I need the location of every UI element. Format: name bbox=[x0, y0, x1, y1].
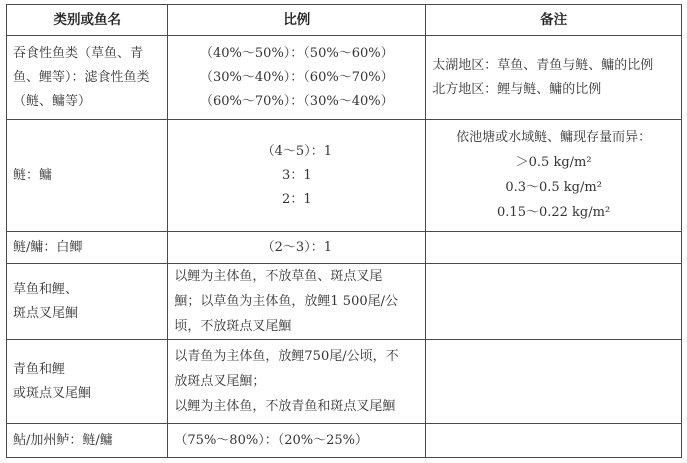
category-line: 斑点叉尾鮰 bbox=[13, 305, 79, 321]
ratio-line: （60%～70%）：（30%～40%） bbox=[200, 93, 394, 109]
cell-category bbox=[7, 232, 168, 264]
ratio-line: 2：1 bbox=[282, 191, 312, 207]
category-line: 草鱼和鲤、 bbox=[13, 281, 79, 297]
note-line: 太湖地区：草鱼、青鱼与鲢、鳙的比例 bbox=[432, 57, 654, 73]
note-title: 依池塘或水域鲢、鳙现存量而异： bbox=[456, 130, 652, 145]
note-line: 0.3～0.5 kg/m² bbox=[505, 180, 602, 195]
ratio-line: 放斑点叉尾鮰； bbox=[174, 374, 266, 389]
cell-category bbox=[7, 120, 168, 232]
table-row bbox=[7, 424, 682, 458]
header-category: 类别或鱼名 bbox=[7, 5, 168, 36]
table-row bbox=[7, 264, 682, 340]
cell-ratio bbox=[168, 340, 426, 424]
category-line: 鱼、鲤等）：滤食性鱼类 bbox=[13, 69, 150, 85]
ratio-line: （75%～80%）：（20%～25%） bbox=[174, 432, 368, 448]
note-line: ＞0.5 kg/m² bbox=[515, 155, 592, 170]
note-line: 北方地区：鲤与鲢、鳙的比例 bbox=[432, 81, 602, 97]
cell-note bbox=[426, 120, 682, 232]
category-line: 青鱼和鲤 bbox=[13, 361, 66, 377]
header-ratio: 比例 bbox=[168, 5, 426, 36]
cell-category bbox=[7, 36, 168, 120]
category-line: 鲢：鳙 bbox=[13, 167, 53, 183]
ratio-line: 以青鱼为主体鱼，放鲤750尾/公顷，不 bbox=[174, 349, 399, 364]
cell-note bbox=[426, 340, 682, 424]
table-row bbox=[7, 36, 682, 120]
category-line: 或斑点叉尾鮰 bbox=[13, 385, 92, 401]
ratio-line: （40%～50%）：（50%～60%） bbox=[200, 45, 394, 61]
cell-category bbox=[7, 424, 168, 458]
table-row bbox=[7, 120, 682, 232]
category-line: 鲇/加州鲈：鲢/鳙 bbox=[13, 432, 113, 448]
table-row bbox=[7, 340, 682, 424]
cell-category bbox=[7, 340, 168, 424]
ratio-line: 以鲤为主体鱼，不放青鱼和斑点叉尾鮰 bbox=[174, 399, 396, 414]
note-line: 0.15～0.22 kg/m² bbox=[497, 205, 611, 220]
category-line: 鲢/鳙：白鲫 bbox=[13, 239, 83, 255]
table-row bbox=[7, 232, 682, 264]
table-header-row bbox=[7, 5, 682, 36]
ratio-line: （4～5）：1 bbox=[261, 143, 332, 159]
ratio-line: （30%～40%）：（60%～70%） bbox=[200, 69, 394, 85]
ratio-line: （2～3）：1 bbox=[261, 239, 332, 255]
cell-ratio bbox=[168, 264, 426, 340]
cell-ratio bbox=[168, 424, 426, 458]
ratio-line: 3：1 bbox=[282, 167, 312, 183]
cell-note bbox=[426, 36, 682, 120]
cell-note bbox=[426, 424, 682, 458]
cell-ratio bbox=[168, 120, 426, 232]
cell-note bbox=[426, 232, 682, 264]
header-note: 备注 bbox=[426, 5, 682, 36]
category-line: 吞食性鱼类（草鱼、青 bbox=[13, 45, 144, 61]
ratio-line: 鮰；以草鱼为主体鱼，放鲤1 500尾/公 bbox=[174, 294, 399, 309]
ratio-line: 顷，不放斑点叉尾鮰 bbox=[174, 319, 292, 334]
cell-ratio bbox=[168, 232, 426, 264]
ratio-line: 以鲤为主体鱼，不放草鱼、斑点叉尾 bbox=[174, 269, 383, 284]
cell-category bbox=[7, 264, 168, 340]
category-line: （鲢、鳙等） bbox=[13, 93, 92, 109]
stocking-ratio-table bbox=[6, 4, 682, 458]
cell-note bbox=[426, 264, 682, 340]
cell-ratio bbox=[168, 36, 426, 120]
